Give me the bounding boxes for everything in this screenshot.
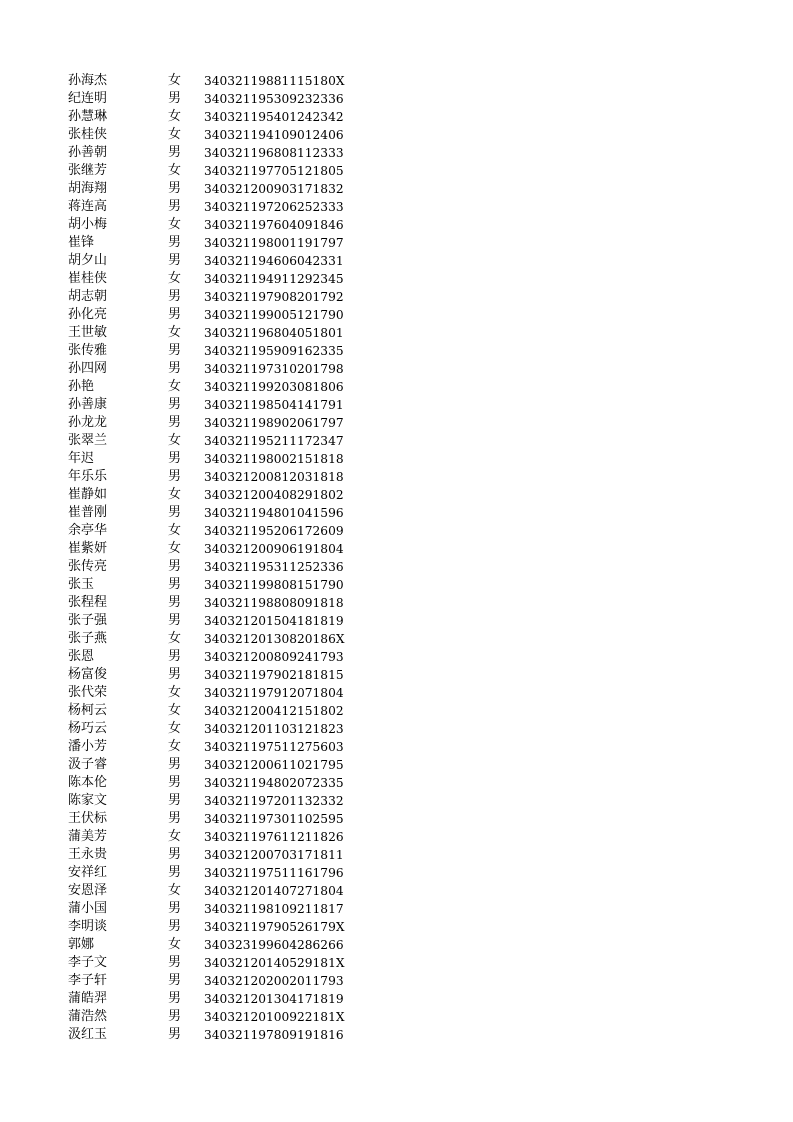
- gender-cell: 男: [168, 289, 182, 304]
- table-row: [68, 306, 368, 324]
- table-row: [68, 162, 368, 180]
- name-cell: 陈本伦: [68, 775, 108, 790]
- id-number-cell: 340321198504141791: [204, 398, 344, 412]
- table-row: [68, 324, 368, 342]
- table-row: [68, 414, 368, 432]
- name-cell: 孙善康: [68, 397, 108, 412]
- name-cell: 孙海杰: [68, 73, 108, 88]
- gender-cell: 男: [168, 595, 182, 610]
- id-number-cell: 340321199203081806: [204, 380, 344, 394]
- table-row: [68, 612, 368, 630]
- gender-cell: 女: [168, 487, 182, 502]
- table-row: [68, 378, 368, 396]
- gender-cell: 女: [168, 739, 182, 754]
- name-cell: 年迟: [68, 451, 95, 466]
- gender-cell: 男: [168, 775, 182, 790]
- id-number-cell: 340321197201132332: [204, 794, 344, 808]
- table-row: [68, 576, 368, 594]
- gender-cell: 男: [168, 199, 182, 214]
- id-number-cell: 340321198109211817: [204, 902, 344, 916]
- id-number-cell: 340321197809191816: [204, 1028, 344, 1042]
- table-row: [68, 252, 368, 270]
- table-row: [68, 846, 368, 864]
- id-number-cell: 34032119881115180X: [204, 74, 345, 88]
- gender-cell: 男: [168, 757, 182, 772]
- gender-cell: 女: [168, 73, 182, 88]
- table-row: [68, 1008, 368, 1026]
- id-number-cell: 340321194911292345: [204, 272, 344, 286]
- table-row: [68, 72, 368, 90]
- id-number-cell: 340321194801041596: [204, 506, 344, 520]
- id-number-cell: 340321200906191804: [204, 542, 344, 556]
- id-number-cell: 340321200611021795: [204, 758, 344, 772]
- id-number-cell: 340321199808151790: [204, 578, 344, 592]
- name-cell: 杨富俊: [68, 667, 108, 682]
- table-row: [68, 954, 368, 972]
- table-row: [68, 522, 368, 540]
- id-number-cell: 34032119790526179X: [204, 920, 345, 934]
- table-row: [68, 594, 368, 612]
- name-cell: 蒲浩然: [68, 1009, 108, 1024]
- table-row: [68, 270, 368, 288]
- id-number-cell: 340321198001191797: [204, 236, 344, 250]
- id-number-cell: 340321200903171832: [204, 182, 344, 196]
- table-row: [68, 486, 368, 504]
- gender-cell: 女: [168, 217, 182, 232]
- gender-cell: 男: [168, 577, 182, 592]
- id-number-cell: 340321200412151802: [204, 704, 344, 718]
- gender-cell: 女: [168, 523, 182, 538]
- gender-cell: 女: [168, 271, 182, 286]
- name-cell: 张程程: [68, 595, 108, 610]
- gender-cell: 男: [168, 451, 182, 466]
- name-cell: 王永贵: [68, 847, 108, 862]
- name-cell: 崔锋: [68, 235, 95, 250]
- id-number-cell: 340321197310201798: [204, 362, 344, 376]
- name-cell: 杨柯云: [68, 703, 108, 718]
- table-row: [68, 792, 368, 810]
- table-row: [68, 144, 368, 162]
- id-number-cell: 340321194109012406: [204, 128, 344, 142]
- gender-cell: 男: [168, 901, 182, 916]
- id-number-cell: 34032120130820186X: [204, 632, 345, 646]
- id-number-cell: 340321201103121823: [204, 722, 344, 736]
- id-number-cell: 340321195909162335: [204, 344, 344, 358]
- gender-cell: 男: [168, 253, 182, 268]
- gender-cell: 男: [168, 955, 182, 970]
- name-cell: 孙善朝: [68, 145, 108, 160]
- id-number-cell: 340321200703171811: [204, 848, 344, 862]
- table-row: [68, 684, 368, 702]
- table-row: [68, 666, 368, 684]
- id-number-cell: 340321198002151818: [204, 452, 344, 466]
- table-row: [68, 882, 368, 900]
- gender-cell: 女: [168, 937, 182, 952]
- gender-cell: 女: [168, 685, 182, 700]
- name-cell: 孙龙龙: [68, 415, 108, 430]
- gender-cell: 男: [168, 469, 182, 484]
- gender-cell: 女: [168, 379, 182, 394]
- gender-cell: 女: [168, 631, 182, 646]
- name-cell: 崔桂侠: [68, 271, 108, 286]
- name-cell: 张翠兰: [68, 433, 108, 448]
- gender-cell: 男: [168, 793, 182, 808]
- table-row: [68, 828, 368, 846]
- gender-cell: 女: [168, 109, 182, 124]
- gender-cell: 女: [168, 829, 182, 844]
- gender-cell: 女: [168, 163, 182, 178]
- table-row: [68, 864, 368, 882]
- name-cell: 李子轩: [68, 973, 108, 988]
- id-number-cell: 340321197511275603: [204, 740, 344, 754]
- gender-cell: 男: [168, 811, 182, 826]
- name-cell: 张玉: [68, 577, 95, 592]
- gender-cell: 男: [168, 397, 182, 412]
- gender-cell: 男: [168, 973, 182, 988]
- table-row: [68, 342, 368, 360]
- gender-cell: 男: [168, 1027, 182, 1042]
- table-row: [68, 936, 368, 954]
- name-cell: 张桂侠: [68, 127, 108, 142]
- table-row: [68, 432, 368, 450]
- gender-cell: 男: [168, 91, 182, 106]
- name-cell: 纪连明: [68, 91, 108, 106]
- id-number-cell: 34032120100922181X: [204, 1010, 345, 1024]
- roster-table: [68, 72, 368, 1044]
- gender-cell: 男: [168, 307, 182, 322]
- id-number-cell: 34032120140529181X: [204, 956, 345, 970]
- gender-cell: 男: [168, 559, 182, 574]
- name-cell: 年乐乐: [68, 469, 108, 484]
- gender-cell: 男: [168, 145, 182, 160]
- id-number-cell: 340321195211172347: [204, 434, 344, 448]
- name-cell: 崔静如: [68, 487, 108, 502]
- name-cell: 安祥红: [68, 865, 108, 880]
- name-cell: 余亭华: [68, 523, 108, 538]
- name-cell: 崔普刚: [68, 505, 108, 520]
- name-cell: 胡小梅: [68, 217, 108, 232]
- table-row: [68, 558, 368, 576]
- table-row: [68, 810, 368, 828]
- id-number-cell: 340321200809241793: [204, 650, 344, 664]
- name-cell: 蒋连高: [68, 199, 108, 214]
- table-row: [68, 756, 368, 774]
- name-cell: 张传亮: [68, 559, 108, 574]
- gender-cell: 男: [168, 343, 182, 358]
- gender-cell: 男: [168, 181, 182, 196]
- id-number-cell: 340321201304171819: [204, 992, 344, 1006]
- table-row: [68, 702, 368, 720]
- id-number-cell: 340321199005121790: [204, 308, 344, 322]
- name-cell: 蒲皓羿: [68, 991, 108, 1006]
- id-number-cell: 340321197902181815: [204, 668, 344, 682]
- name-cell: 孙慧琳: [68, 109, 108, 124]
- table-row: [68, 396, 368, 414]
- name-cell: 张传雅: [68, 343, 108, 358]
- gender-cell: 男: [168, 847, 182, 862]
- gender-cell: 男: [168, 991, 182, 1006]
- id-number-cell: 340321197604091846: [204, 218, 344, 232]
- id-number-cell: 340321195309232336: [204, 92, 344, 106]
- id-number-cell: 340321198808091818: [204, 596, 344, 610]
- name-cell: 潘小芳: [68, 739, 108, 754]
- name-cell: 王伏标: [68, 811, 108, 826]
- name-cell: 汲红玉: [68, 1027, 108, 1042]
- gender-cell: 女: [168, 721, 182, 736]
- name-cell: 胡志朝: [68, 289, 108, 304]
- table-row: [68, 738, 368, 756]
- id-number-cell: 340321195401242342: [204, 110, 344, 124]
- table-row: [68, 216, 368, 234]
- name-cell: 安恩泽: [68, 883, 108, 898]
- name-cell: 郭娜: [68, 937, 95, 952]
- table-row: [68, 108, 368, 126]
- id-number-cell: 340321202002011793: [204, 974, 344, 988]
- gender-cell: 男: [168, 361, 182, 376]
- name-cell: 杨巧云: [68, 721, 108, 736]
- id-number-cell: 340321197301102595: [204, 812, 344, 826]
- gender-cell: 男: [168, 505, 182, 520]
- table-row: [68, 918, 368, 936]
- id-number-cell: 340321200408291802: [204, 488, 344, 502]
- table-row: [68, 234, 368, 252]
- name-cell: 张子燕: [68, 631, 108, 646]
- id-number-cell: 340321197912071804: [204, 686, 344, 700]
- id-number-cell: 340321197705121805: [204, 164, 344, 178]
- name-cell: 李子文: [68, 955, 108, 970]
- name-cell: 陈家文: [68, 793, 108, 808]
- id-number-cell: 340321196804051801: [204, 326, 344, 340]
- table-row: [68, 972, 368, 990]
- name-cell: 张代荣: [68, 685, 108, 700]
- id-number-cell: 340321197908201792: [204, 290, 344, 304]
- name-cell: 孙艳: [68, 379, 95, 394]
- id-number-cell: 340321201504181819: [204, 614, 344, 628]
- gender-cell: 女: [168, 325, 182, 340]
- id-number-cell: 340321198902061797: [204, 416, 344, 430]
- name-cell: 胡海翔: [68, 181, 108, 196]
- table-row: [68, 288, 368, 306]
- gender-cell: 女: [168, 541, 182, 556]
- name-cell: 王世敏: [68, 325, 108, 340]
- gender-cell: 男: [168, 613, 182, 628]
- id-number-cell: 340321201407271804: [204, 884, 344, 898]
- table-row: [68, 180, 368, 198]
- table-row: [68, 900, 368, 918]
- name-cell: 张子强: [68, 613, 108, 628]
- table-row: [68, 1026, 368, 1044]
- name-cell: 孙化亮: [68, 307, 108, 322]
- id-number-cell: 340323199604286266: [204, 938, 344, 952]
- table-row: [68, 540, 368, 558]
- id-number-cell: 340321194802072335: [204, 776, 344, 790]
- gender-cell: 女: [168, 883, 182, 898]
- table-row: [68, 720, 368, 738]
- name-cell: 蒲美芳: [68, 829, 108, 844]
- table-row: [68, 468, 368, 486]
- gender-cell: 男: [168, 667, 182, 682]
- id-number-cell: 340321197206252333: [204, 200, 344, 214]
- name-cell: 张继芳: [68, 163, 108, 178]
- name-cell: 汲子睿: [68, 757, 108, 772]
- gender-cell: 男: [168, 415, 182, 430]
- gender-cell: 女: [168, 127, 182, 142]
- table-row: [68, 990, 368, 1008]
- name-cell: 张恩: [68, 649, 95, 664]
- id-number-cell: 340321195311252336: [204, 560, 344, 574]
- table-row: [68, 648, 368, 666]
- id-number-cell: 340321195206172609: [204, 524, 344, 538]
- name-cell: 孙四网: [68, 361, 108, 376]
- gender-cell: 女: [168, 433, 182, 448]
- table-row: [68, 90, 368, 108]
- gender-cell: 男: [168, 919, 182, 934]
- name-cell: 蒲小国: [68, 901, 108, 916]
- table-row: [68, 774, 368, 792]
- table-row: [68, 198, 368, 216]
- gender-cell: 男: [168, 649, 182, 664]
- table-row: [68, 360, 368, 378]
- gender-cell: 男: [168, 1009, 182, 1024]
- table-row: [68, 450, 368, 468]
- table-row: [68, 126, 368, 144]
- table-row: [68, 504, 368, 522]
- id-number-cell: 340321197511161796: [204, 866, 344, 880]
- id-number-cell: 340321194606042331: [204, 254, 344, 268]
- table-row: [68, 630, 368, 648]
- name-cell: 李明谈: [68, 919, 108, 934]
- name-cell: 胡夕山: [68, 253, 108, 268]
- gender-cell: 男: [168, 235, 182, 250]
- name-cell: 崔紫妍: [68, 541, 108, 556]
- gender-cell: 女: [168, 703, 182, 718]
- gender-cell: 男: [168, 865, 182, 880]
- id-number-cell: 340321200812031818: [204, 470, 344, 484]
- id-number-cell: 340321197611211826: [204, 830, 344, 844]
- id-number-cell: 340321196808112333: [204, 146, 344, 160]
